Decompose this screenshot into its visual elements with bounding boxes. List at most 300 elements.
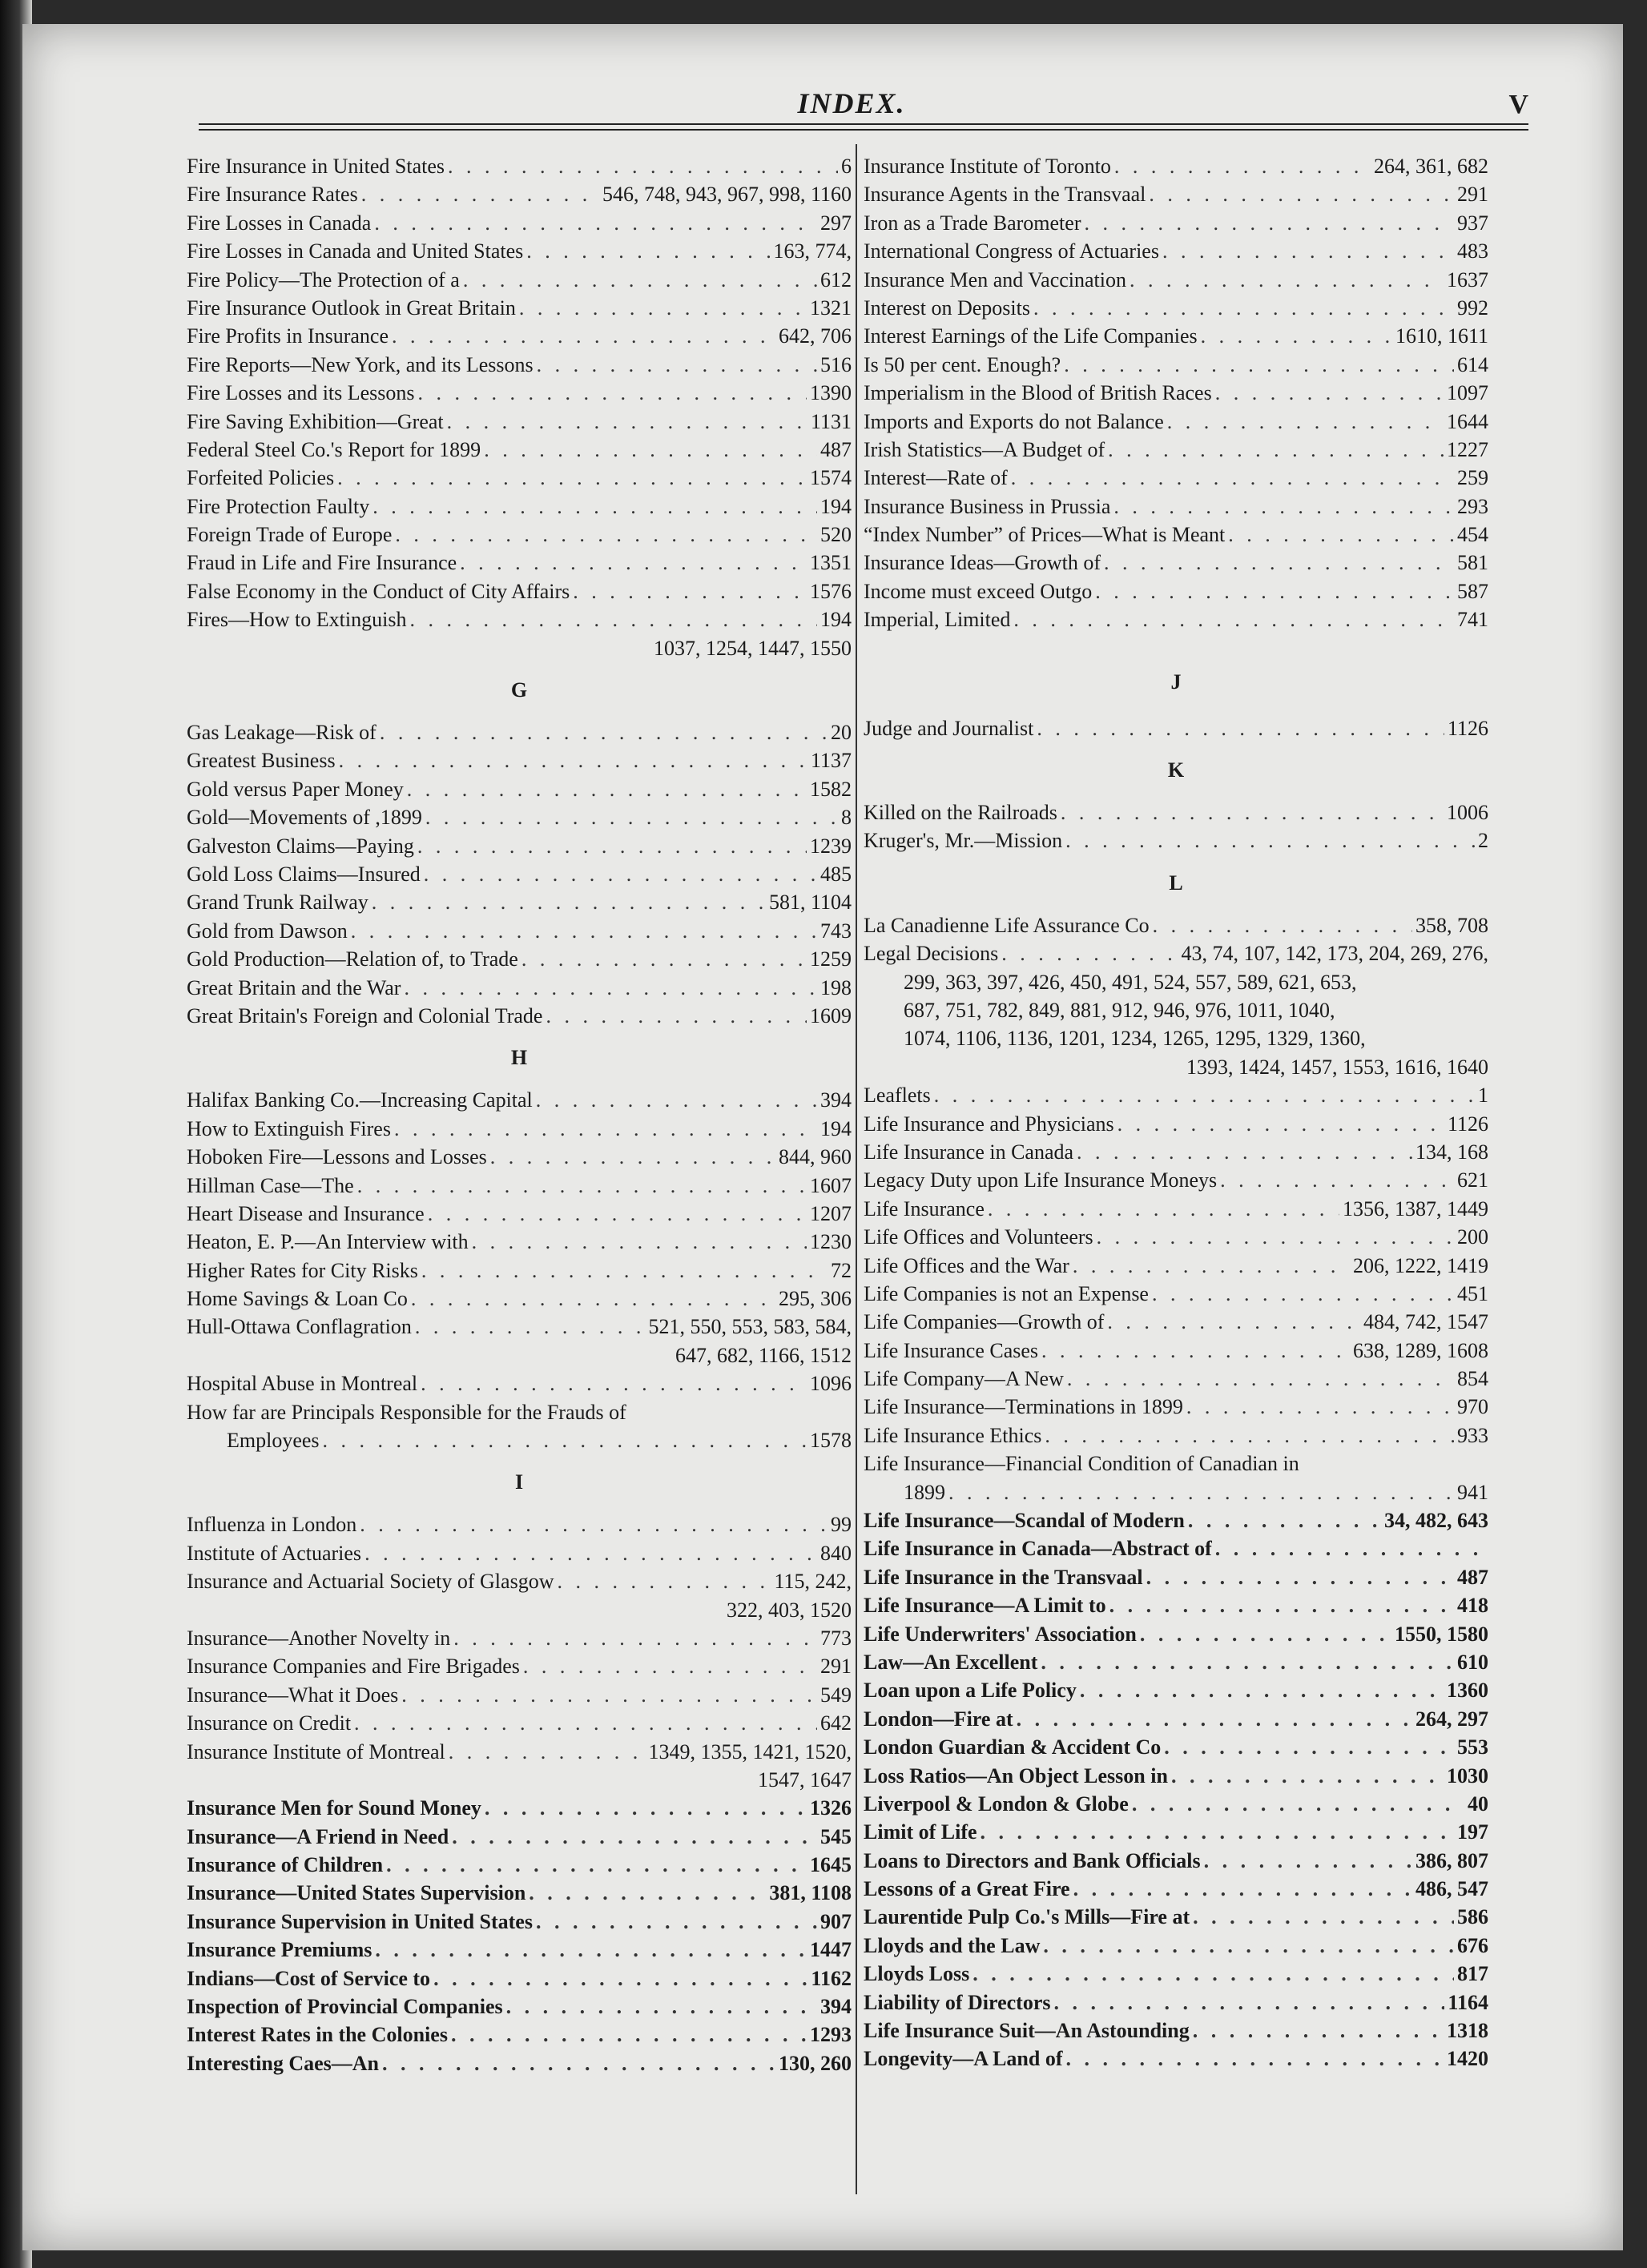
page-refs: 907 <box>820 1909 852 1933</box>
entry-title: Insurance Ideas—Growth of <box>864 551 1101 575</box>
index-entry <box>187 351 852 379</box>
entry-title: Liverpool & London & Globe <box>864 1791 1129 1816</box>
leader-dots <box>449 1738 646 1766</box>
entry-title: Life Insurance <box>864 1196 985 1220</box>
page-refs: 1326 <box>810 1796 852 1820</box>
page-refs: 545 <box>820 1824 852 1848</box>
entry-title: Life Insurance Suit—An Astounding <box>864 2019 1190 2043</box>
index-entry <box>864 1762 1488 1790</box>
entry-title: Heart Disease and Insurance <box>187 1201 425 1225</box>
index-entry <box>187 1652 852 1680</box>
index-group-g <box>187 718 852 1030</box>
entry-title: Indians—Cost of Service to <box>187 1966 431 1990</box>
index-entry <box>864 911 1488 939</box>
entry-title: Irish Statistics—A Budget of <box>864 437 1105 461</box>
index-entry <box>864 408 1488 436</box>
entry-title: Insurance—United States Supervision <box>187 1881 526 1905</box>
entry-title: Higher Rates for City Risks <box>187 1258 418 1282</box>
page-refs: 586 <box>1457 1905 1488 1929</box>
leader-dots <box>1011 464 1454 492</box>
page-refs: 1131 <box>810 409 852 433</box>
index-entry <box>187 1313 852 1341</box>
leader-dots <box>1041 1648 1454 1676</box>
index-entry <box>864 351 1488 379</box>
leader-dots <box>1140 1620 1391 1648</box>
entry-title: Fire Insurance Rates <box>187 183 358 207</box>
index-entry <box>864 2045 1488 2073</box>
leader-dots <box>1045 1422 1454 1450</box>
entry-title: Gold from Dawson <box>187 919 348 943</box>
leader-dots <box>519 294 807 322</box>
continuation-line: 322, 403, 1520 <box>727 1598 852 1622</box>
entry-title: Interest Rates in the Colonies <box>187 2023 448 2047</box>
page-refs: 386, 807 <box>1415 1848 1488 1872</box>
index-entry <box>187 2021 852 2049</box>
entry-title: Insurance—What it Does <box>187 1683 399 1707</box>
index-entry <box>864 521 1488 549</box>
leader-dots <box>1114 152 1371 180</box>
index-entry <box>187 1993 852 2021</box>
leader-dots <box>988 1195 1339 1223</box>
entry-title: Life Insurance Ethics <box>864 1423 1042 1447</box>
entry-title: Kruger's, Mr.—Mission <box>864 829 1063 853</box>
entry-title: Imports and Exports do not Balance <box>864 409 1164 433</box>
index-entry <box>187 1709 852 1737</box>
index-entry: 1899 . . . 941 <box>864 1478 1488 1506</box>
leader-dots <box>418 379 807 407</box>
entry-title: Limit of Life <box>864 1820 977 1844</box>
leader-dots <box>433 1964 807 1993</box>
leader-dots <box>1146 1563 1454 1591</box>
page-refs: 34, 482, 643 <box>1384 1509 1488 1533</box>
entry-title: Insurance Institute of Montreal <box>187 1739 445 1763</box>
page-refs: 1356, 1387, 1449 <box>1343 1196 1488 1220</box>
leader-dots <box>557 1567 771 1595</box>
entry-title: Liability of Directors <box>864 1990 1051 2014</box>
index-entry <box>187 2049 852 2077</box>
page-refs: 1610, 1611 <box>1395 324 1488 348</box>
entry-title: Great Britain's Foreign and Colonial Trade <box>187 1003 543 1027</box>
index-entry <box>864 1195 1488 1223</box>
page-refs: 521, 550, 553, 583, 584, <box>648 1315 852 1339</box>
entry-title: Home Savings & Loan Co <box>187 1287 408 1311</box>
page-refs: 451 <box>1457 1281 1488 1305</box>
section-heading-j: J <box>1170 670 1182 694</box>
index-entry <box>864 605 1488 633</box>
leader-dots <box>1013 605 1454 633</box>
index-entry <box>864 209 1488 237</box>
index-entry <box>864 436 1488 464</box>
index-group-h <box>187 1086 852 1341</box>
entry-title: Interesting Caes—An <box>187 2051 380 2075</box>
entry-title: Heaton, E. P.—An Interview with <box>187 1230 469 1254</box>
page-refs: 115, 242, <box>774 1570 852 1594</box>
page-refs: 72 <box>831 1258 852 1282</box>
page-refs: 1607 <box>810 1173 852 1197</box>
index-entry <box>187 493 852 521</box>
index-group-i <box>187 1510 852 1595</box>
entry-title: Gold Loss Claims—Insured <box>187 862 421 886</box>
page-refs: 840 <box>820 1541 852 1565</box>
page-refs: 1097 <box>1447 381 1488 405</box>
index-entry <box>864 1705 1488 1733</box>
leader-dots <box>1064 351 1454 379</box>
leader-dots <box>374 209 817 237</box>
leader-dots <box>451 2021 807 2049</box>
index-entry <box>187 1908 852 1936</box>
index-entry <box>187 1285 852 1313</box>
leader-dots <box>1215 379 1444 407</box>
leader-dots <box>1107 1308 1360 1336</box>
leader-dots <box>351 917 817 945</box>
entry-title: Loan upon a Life Policy <box>864 1679 1077 1703</box>
leader-dots <box>1152 1280 1454 1308</box>
page-refs: 1645 <box>810 1853 852 1877</box>
index-entry <box>187 209 852 237</box>
entry-title: Insurance on Credit <box>187 1711 352 1735</box>
page-refs: 1318 <box>1447 2019 1488 2043</box>
leader-dots <box>1215 1534 1485 1562</box>
leader-dots <box>529 1879 766 1907</box>
page-refs: 1227 <box>1447 437 1488 461</box>
leader-dots <box>506 1993 817 2021</box>
page-refs: 1162 <box>811 1966 852 1990</box>
index-entry <box>864 1166 1488 1194</box>
index-entry <box>187 1115 852 1143</box>
leader-dots <box>1109 1591 1454 1619</box>
leader-dots <box>1186 1393 1454 1421</box>
entry-title: Life Offices and Volunteers <box>864 1225 1093 1249</box>
index-entry <box>187 1624 852 1652</box>
leader-dots <box>409 605 817 633</box>
index-entry <box>187 464 852 492</box>
index-entry <box>864 1818 1488 1846</box>
page-refs: 197 <box>1457 1820 1488 1844</box>
entry-title: Gas Leakage—Risk of <box>187 721 377 745</box>
page-refs: 487 <box>1457 1565 1488 1589</box>
leader-dots <box>357 1172 807 1200</box>
entry-title: Fires—How to Extinguish <box>187 608 407 632</box>
page-refs: 264, 361, 682 <box>1374 155 1488 178</box>
page-refs: 844, 960 <box>779 1145 852 1169</box>
index-entry <box>864 1960 1488 1988</box>
leader-dots <box>490 1143 775 1171</box>
leader-dots <box>1033 294 1454 322</box>
entry-title: Fire Profits in Insurance <box>187 324 389 348</box>
entry-title: Hillman Case—The <box>187 1173 354 1197</box>
page-refs: 484, 742, 1547 <box>1363 1310 1488 1334</box>
leader-dots <box>523 1652 817 1680</box>
entry-title: Law—An Excellent <box>864 1650 1038 1674</box>
entry-title: Insurance Men and Vaccination <box>864 267 1127 292</box>
page-refs: 610 <box>1457 1650 1488 1674</box>
leader-dots <box>537 351 817 379</box>
page-refs: 614 <box>1457 352 1488 376</box>
entry-title: Longevity—A Land of <box>864 2047 1063 2071</box>
index-entry <box>187 605 852 633</box>
page-refs: 1259 <box>810 947 852 971</box>
leader-dots <box>401 1681 817 1709</box>
index-entry <box>864 1365 1488 1393</box>
entry-title: Gold Production—Relation of, to Trade <box>187 947 518 971</box>
page-refs: 854 <box>1457 1367 1488 1391</box>
entry-title: Influenza in London <box>187 1513 357 1537</box>
leader-dots <box>526 237 770 265</box>
continuation-line: 1037, 1254, 1447, 1550 <box>654 636 852 660</box>
index-entry <box>864 1932 1488 1960</box>
index-entry <box>187 1172 852 1200</box>
entry-title: Life Insurance in Canada—Abstract of <box>864 1537 1212 1561</box>
entry-title: Loss Ratios—An Object Lesson in <box>864 1763 1168 1787</box>
index-entry <box>864 1903 1488 1931</box>
index-entry <box>864 1648 1488 1676</box>
page-refs: 520 <box>820 523 852 547</box>
index-entry <box>187 1879 852 1907</box>
continuation-line: 687, 751, 782, 849, 881, 912, 946, 976, 1011, 1040, <box>904 998 1335 1022</box>
entry-title: Fire Reports—New York, and its Lessons <box>187 352 534 376</box>
leader-dots <box>484 436 817 464</box>
leader-dots <box>460 549 807 577</box>
page-refs: 1006 <box>1447 801 1488 825</box>
leader-dots <box>546 1002 807 1030</box>
page-refs: 546, 748, 943, 967, 998, 1160 <box>602 183 852 207</box>
index-entry <box>187 1851 852 1879</box>
continuation-line: 1547, 1647 <box>758 1767 852 1791</box>
leader-dots <box>1108 436 1444 464</box>
entry-title: Insurance—Another Novelty in <box>187 1626 451 1650</box>
left-column <box>187 152 852 2202</box>
leader-dots <box>1188 1506 1381 1534</box>
page-refs: 1030 <box>1447 1763 1488 1787</box>
leader-dots <box>1130 266 1444 294</box>
index-entry <box>187 1257 852 1285</box>
page-refs: 486, 547 <box>1415 1877 1488 1901</box>
leader-dots <box>360 1510 828 1538</box>
leader-dots <box>1066 2045 1444 2073</box>
leader-dots <box>536 1086 817 1114</box>
index-page <box>22 24 1623 2250</box>
entry-title: Life Insurance—Terminations in 1899 <box>864 1395 1183 1419</box>
entry-title: Fraud in Life and Fire Insurance <box>187 551 457 575</box>
page-refs: 1349, 1355, 1421, 1520, <box>648 1739 852 1763</box>
page-refs: 1576 <box>810 579 852 603</box>
entry-title: Life Underwriters' Association <box>864 1622 1137 1646</box>
page-refs: 394 <box>820 1995 852 2019</box>
page-refs: 1137 <box>810 749 852 773</box>
index-entry <box>187 974 852 1002</box>
leader-dots <box>1097 1223 1454 1251</box>
leader-dots <box>411 1285 775 1313</box>
column-divider <box>856 144 857 2194</box>
leader-dots <box>447 408 807 436</box>
index-group-i-cont <box>864 152 1488 634</box>
index-entry <box>187 152 852 180</box>
leader-dots <box>453 1624 817 1652</box>
page-header <box>175 86 1528 127</box>
page-refs: 621 <box>1457 1168 1488 1192</box>
section-heading-l: L <box>1169 871 1183 895</box>
page-refs: 291 <box>820 1655 852 1679</box>
page-refs: 1420 <box>1447 2047 1488 2071</box>
leader-dots <box>452 1823 817 1851</box>
page-refs: 291 <box>1457 183 1488 207</box>
page-refs: 1207 <box>810 1201 852 1225</box>
index-entry <box>187 775 852 803</box>
entry-title: Leaflets <box>864 1084 931 1108</box>
leader-dots <box>386 1851 807 1879</box>
page-refs: 1321 <box>810 296 852 320</box>
page-refs: 264, 297 <box>1415 1707 1488 1731</box>
entry-title: Insurance—A Friend in Need <box>187 1824 449 1848</box>
entry-title: Interest—Rate of <box>864 466 1008 490</box>
entry-title: Lloyds Loss <box>864 1962 970 1986</box>
entry-title: Killed on the Railroads <box>864 801 1057 825</box>
leader-dots <box>337 464 807 492</box>
continuation-line: 647, 682, 1166, 1512 <box>675 1343 852 1367</box>
index-entry <box>187 1936 852 1964</box>
leader-dots <box>1080 1676 1444 1704</box>
leader-dots <box>472 1228 807 1256</box>
index-entry <box>864 1393 1488 1421</box>
index-entry <box>187 1681 852 1709</box>
page-refs: 743 <box>820 919 852 943</box>
leader-dots <box>1073 1252 1350 1280</box>
entry-title: Forfeited Policies <box>187 466 335 490</box>
page-refs: 487 <box>820 437 852 461</box>
page-refs: 295, 306 <box>779 1287 852 1311</box>
page-refs: 1096 <box>810 1372 852 1396</box>
index-entry <box>187 1200 852 1228</box>
leader-dots <box>372 888 766 916</box>
leader-dots <box>394 1115 817 1143</box>
page-refs: 612 <box>820 267 852 292</box>
index-entry <box>864 577 1488 605</box>
index-entry <box>864 939 1488 967</box>
entry-title: Life Offices and the War <box>864 1253 1069 1277</box>
page-refs: 1126 <box>1447 1112 1488 1136</box>
index-group-l <box>864 911 1488 968</box>
index-entry <box>864 1252 1488 1280</box>
entry-title: Lessons of a Great Fire <box>864 1877 1070 1901</box>
index-entry <box>864 379 1488 407</box>
page-refs: 587 <box>1457 579 1488 603</box>
index-entry <box>864 294 1488 322</box>
leader-dots <box>1228 521 1454 549</box>
section-heading-i: I <box>514 1470 524 1494</box>
leader-dots <box>1164 1733 1454 1761</box>
page-refs: 937 <box>1457 211 1488 235</box>
index-entry <box>864 1591 1488 1619</box>
page-refs: 1164 <box>1448 1990 1488 2014</box>
index-entry <box>187 860 852 888</box>
page-refs: 1360 <box>1447 1679 1488 1703</box>
index-entry <box>864 1989 1488 2017</box>
index-entry <box>187 746 852 774</box>
index-entry <box>187 379 852 407</box>
index-entry <box>864 1676 1488 1704</box>
leader-dots <box>1132 1790 1464 1818</box>
page-refs: 1582 <box>810 777 852 801</box>
entry-title: Federal Steel Co.'s Report for 1899 <box>187 437 481 461</box>
entry-title: Life Insurance—A Limit to <box>864 1594 1106 1618</box>
index-entry <box>864 826 1488 855</box>
entry-title: Inspection of Provincial Companies <box>187 1995 503 2019</box>
page-refs: 933 <box>1457 1423 1488 1447</box>
page-refs: 676 <box>1457 1933 1488 1957</box>
entry-title: Hull-Ottawa Conflagration <box>187 1315 412 1339</box>
leader-dots <box>1073 1875 1412 1903</box>
index-entry <box>864 1534 1488 1562</box>
page-refs: 483 <box>1457 239 1488 263</box>
leader-dots <box>1162 237 1454 265</box>
entry-title: Life Company—A New <box>864 1367 1064 1391</box>
entry-title: Is 50 per cent. Enough? <box>864 352 1061 376</box>
index-entry <box>187 1086 852 1114</box>
leader-dots <box>415 1313 646 1341</box>
entry-title: Fire Insurance in United States <box>187 155 445 178</box>
index-entry <box>187 322 852 350</box>
index-entry <box>864 1223 1488 1251</box>
leader-dots <box>1077 1138 1412 1166</box>
leader-dots <box>354 1709 817 1737</box>
index-entry <box>187 549 852 577</box>
page-refs: 134, 168 <box>1415 1140 1488 1164</box>
page-refs: 1230 <box>810 1230 852 1254</box>
index-entry <box>187 1794 852 1822</box>
leader-dots <box>1104 549 1454 577</box>
leader-dots <box>1061 798 1444 826</box>
entry-title: Fire Losses in Canada and United States <box>187 239 524 263</box>
index-entry <box>187 1143 852 1171</box>
entry-title: Iron as a Trade Barometer <box>864 211 1081 235</box>
leader-dots <box>421 1257 828 1285</box>
page-refs: 198 <box>820 975 852 999</box>
continuation-line: 299, 363, 397, 426, 450, 491, 524, 557, 589, 621, 653, <box>904 970 1357 994</box>
index-entry <box>864 1620 1488 1648</box>
leader-dots <box>1153 911 1412 939</box>
leader-dots <box>1037 714 1444 742</box>
section-heading-g: G <box>510 678 528 702</box>
page-refs: 1644 <box>1447 409 1488 433</box>
index-entry <box>864 1563 1488 1591</box>
index-entry <box>187 1539 852 1567</box>
page-refs: 418 <box>1457 1594 1488 1618</box>
index-entry <box>187 408 852 436</box>
leader-dots <box>380 718 828 746</box>
page-refs: 6 <box>841 155 852 178</box>
page-refs: 1609 <box>810 1003 852 1027</box>
index-entry <box>864 1081 1488 1109</box>
entry-title: Life Insurance—Scandal of Modern <box>864 1509 1185 1533</box>
leader-dots <box>1171 1762 1444 1790</box>
entry-title: Laurentide Pulp Co.'s Mills—Fire at <box>864 1905 1190 1929</box>
leader-dots <box>1053 1989 1444 2017</box>
page-refs: 293 <box>1457 494 1488 518</box>
index-entry <box>864 1422 1488 1450</box>
page-refs: 642, 706 <box>779 324 852 348</box>
leader-dots <box>1043 1932 1454 1960</box>
leader-dots <box>1117 1110 1444 1138</box>
page-refs: 485 <box>820 862 852 886</box>
index-entry <box>864 714 1488 742</box>
index-entry <box>864 1790 1488 1818</box>
leader-dots <box>1067 1365 1454 1393</box>
index-entry <box>187 1738 852 1766</box>
entry-title: Fire Insurance Outlook in Great Britain <box>187 296 516 320</box>
entry-title: Legacy Duty upon Life Insurance Moneys <box>864 1168 1218 1192</box>
index-entry <box>187 237 852 265</box>
entry-title: Galveston Claims—Paying <box>187 834 414 858</box>
